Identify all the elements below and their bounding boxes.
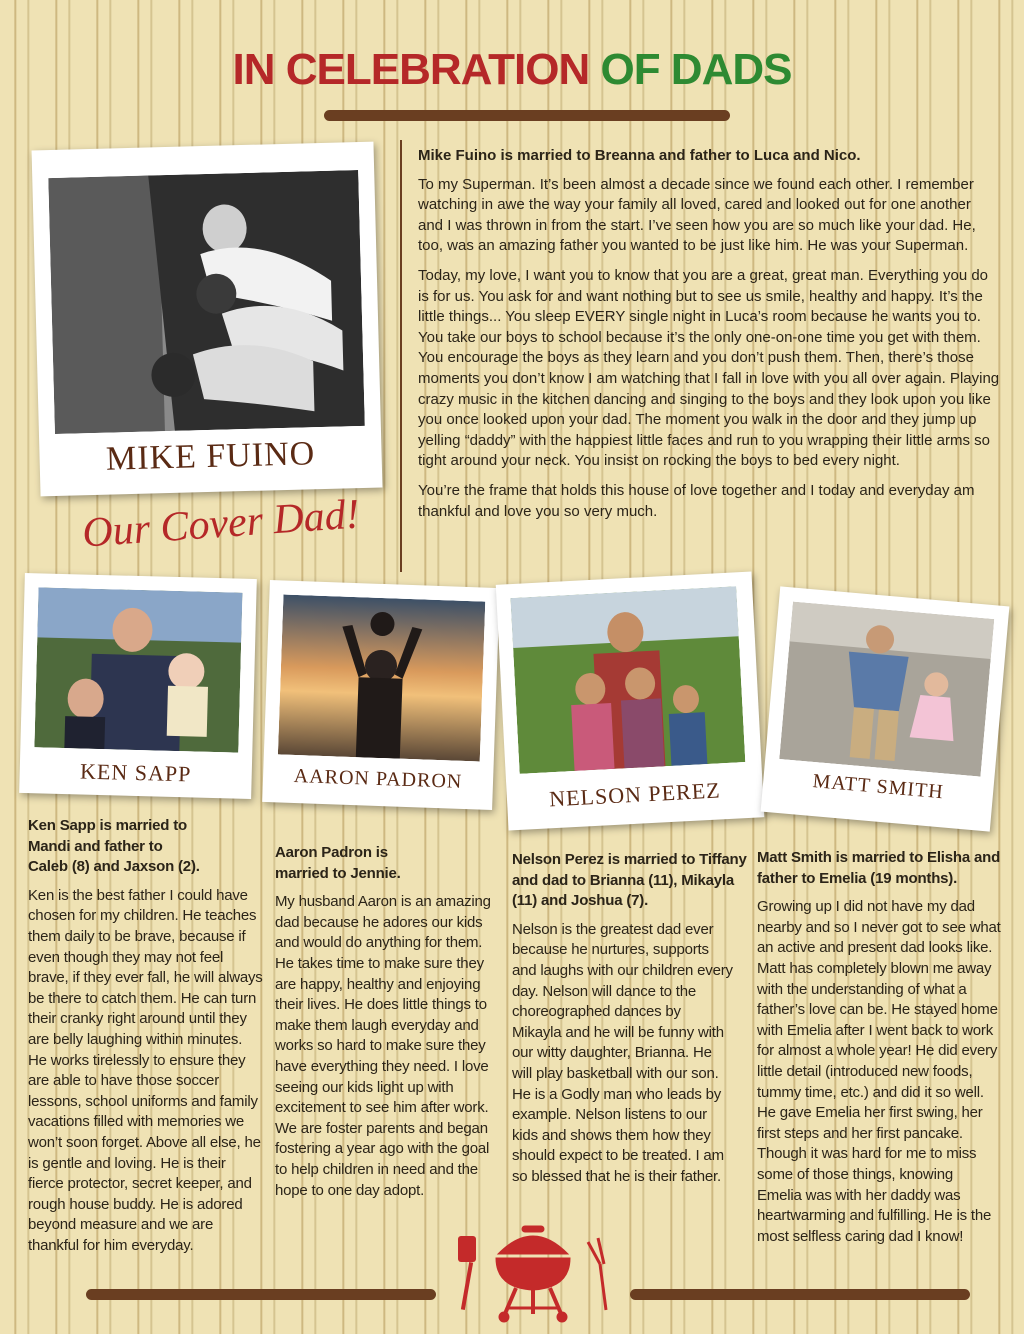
cover-dad-tagline: Our Cover Dad! [80, 491, 362, 557]
matt-smith-column [757, 848, 1001, 1247]
page-title [0, 40, 1024, 100]
ken-sapp-photo [34, 587, 242, 752]
nelson-perez-body: Nelson is the greatest dad ever because he nurtures, supports and laughs with our children every day. Nelson will dance to the choreographed dances by Mikayla and he will be funny with our witty daughter, Brianna. He will play basketball with our son. He is a Godly man who leads by example. Nelson listens to our kids and shows them how they should expect to be treated. I am so blessed that he is their father. [512, 920, 733, 1185]
grill-fork-icon [588, 1238, 606, 1310]
cover-polaroid [32, 142, 383, 497]
title-part-red: IN CELEBRATION [232, 45, 590, 94]
matt-smith-heading: Matt Smith is married to Elisha and father to Emelia (19 months). [757, 849, 1001, 887]
aaron-padron-photo [278, 595, 485, 762]
matt-smith-polaroid [761, 586, 1010, 831]
ken-sapp-heading: Ken Sapp is married to Mandi and father to Caleb (8) and Jaxson (2). [28, 817, 200, 876]
ken-sapp-body: Ken is the best father I could have chosen for my children. He teaches them daily to be brave, because if even though they may not feel brave, if they ever fall, he will always be there to catch them. He can turn their cranky right around until they are belly laughing within minutes. He works tirelessly to ensure they are able to have those soccer lessons, school uniforms and family vacations filled with memories we won’t soon forget. Above all else, he is gentle and loving. He is their fierce protector, secret keeper, and rough house buddy. He is adored beyond measure and we are thankful for him everyday. [28, 886, 263, 1254]
aaron-padron-heading: Aaron Padron is married to Jennie. [275, 844, 401, 882]
title-underline [324, 110, 730, 121]
cover-caption: MIKE FUINO [105, 435, 316, 478]
aaron-padron-column [275, 843, 497, 1201]
spatula-icon [458, 1236, 476, 1310]
bottom-bar-left [86, 1289, 436, 1300]
matt-smith-body: Growing up I did not have my dad nearby and so I never got to see what an active and present dad looks like. Matt has completely blown me away with the understanding of what a father’s love can be. He stayed home with Emelia after I went back to work for almost a whole year! He did every little detail (introduced new foods, tummy time, etc.) and did it so well. He gave Emelia her first swing, her first steps and her first pancake. Though it was hard for me to miss some of those things, knowing Emelia was with her daddy was heartwarming and fulfilling. He is the most selfless caring dad I know! [757, 898, 1001, 1245]
cover-article-paragraph: You’re the frame that holds this house of love together and I today and everyday am thankful and love you so very much. [418, 481, 975, 520]
ken-sapp-column [28, 816, 264, 1256]
bottom-bar-right [630, 1289, 970, 1300]
nelson-perez-polaroid [496, 571, 765, 830]
nelson-perez-photo [510, 586, 745, 774]
cover-article-paragraph: To my Superman. It’s been almost a decade since we found each other. I remember watching in awe the way your family all loved, cared and looked out for one another and I was thrown in from the start. I’ve seen how you are so much like your dad. He, too, was an amazing father you wanted to be just like him. He was your Superman. [418, 175, 976, 255]
aaron-padron-caption: AARON PADRON [293, 765, 463, 793]
aaron-padron-body: My husband Aaron is an amazing dad because he adores our kids and would do anything for them. He takes time to make sure they are happy, healthy and enjoying their lives. He does little things to make them laugh everyday and works so hard to make sure they have everything they need. I love seeing our kids light up with excitement to see him after work. We are foster parents and began fostering a year ago with the goal to help children in need and the hope to one day adopt. [275, 893, 491, 1199]
matt-smith-caption: MATT SMITH [811, 770, 945, 804]
cover-article-heading: Mike Fuino is married to Breanna and father to Luca and Nico. [418, 147, 861, 164]
matt-smith-photo [779, 602, 994, 777]
grill-icon [448, 1224, 618, 1324]
aaron-padron-polaroid [262, 580, 500, 810]
cover-photo [48, 170, 365, 434]
column-divider [400, 140, 402, 572]
cover-article [418, 146, 1000, 531]
ken-sapp-caption: KEN SAPP [79, 758, 192, 787]
ken-sapp-polaroid [19, 573, 257, 799]
nelson-perez-heading: Nelson Perez is married to Tiffany and dad to Brianna (11), Mikayla (11) and Joshua (7). [512, 851, 747, 910]
nelson-perez-caption: NELSON PEREZ [548, 777, 722, 812]
cover-article-paragraph: Today, my love, I want you to know that you are a great, great man. Everything you do is for us. You ask for and want nothing but to see us smile, healthy and happy. It’s the little things... You sleep EVERY single night in Luca’s room because he wants you to. You take our boys to school because it’s the only one-on-one time you get with them. You encourage the boys as they learn and you don’t push them. Then, there’s those moments you don’t know I am watching that I fall in love with you all over again. Playing crazy music in the kitchen dancing and singing to the boys and they look upon you like you once looked upon your dad. The moment you walk in the door and they jump up yelling “daddy” with the happiest little faces and run to you wrapping their little arms so tight around your neck. You insist on rocking the boys to bed every night. [418, 266, 1000, 470]
title-part-green: OF DADS [600, 45, 792, 94]
nelson-perez-column [512, 850, 748, 1188]
